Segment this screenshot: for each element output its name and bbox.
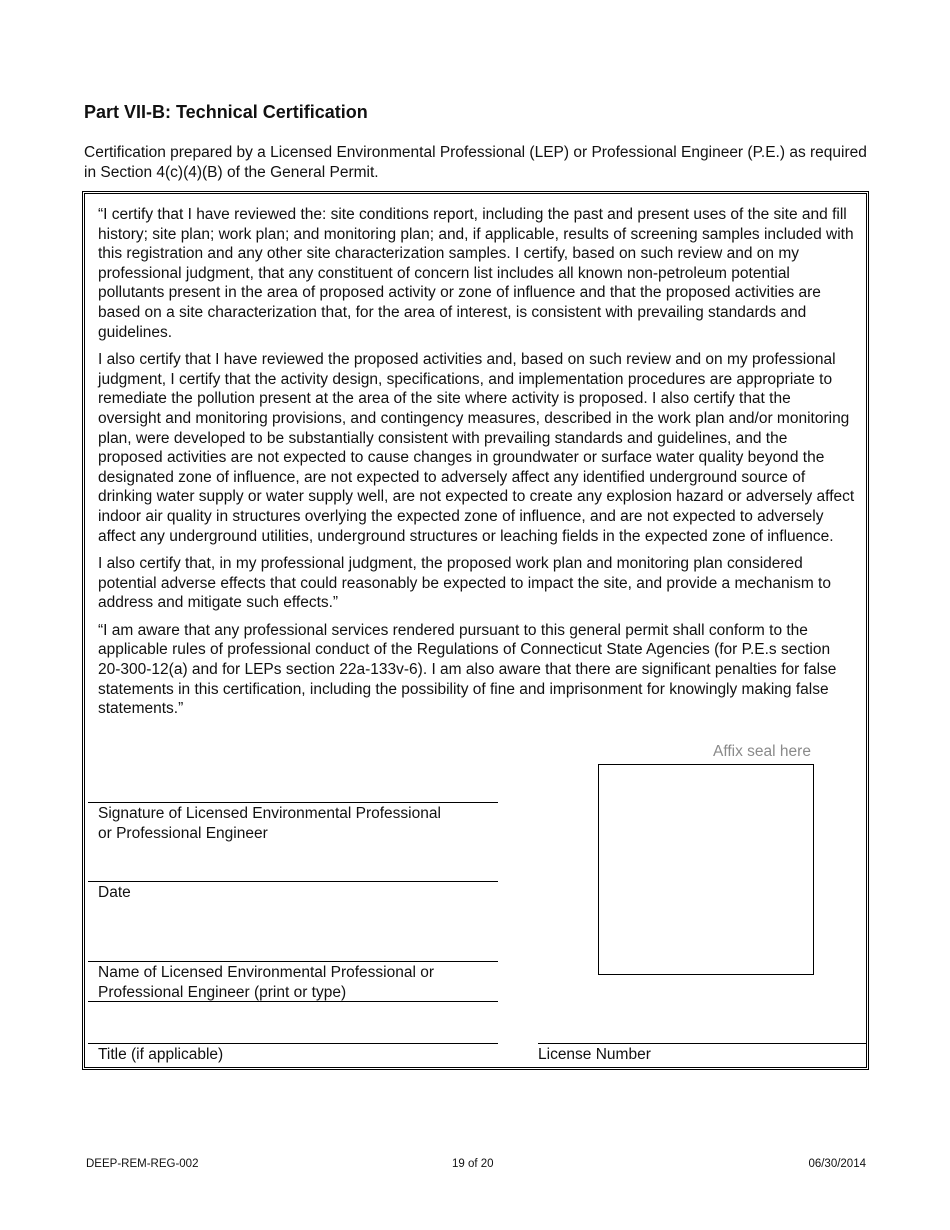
- signature-label: Signature of Licensed Environmental Professional or Professional Engineer: [98, 805, 441, 842]
- certification-statement: [98, 205, 856, 727]
- license-line[interactable]: [538, 1043, 866, 1044]
- name-underline: [88, 1001, 498, 1002]
- footer-form-id: DEEP-REM-REG-002: [86, 1158, 199, 1170]
- name-line[interactable]: [88, 961, 498, 962]
- footer-page-number: 19 of 20: [452, 1158, 494, 1170]
- intro-text: Certification prepared by a Licensed Environmental Professional (LEP) or Professional Engineer (P.E.) as required in Section 4(c)(4)(B) of the General Permit.: [84, 144, 867, 181]
- seal-label: Affix seal here: [713, 743, 811, 760]
- date-label: Date: [98, 884, 131, 901]
- certification-paragraph-2: I also certify that I have reviewed the proposed activities and, based on such review and on my professional judgment, I certify that the activity design, specifications, and implementation procedures are appropriate to remediate the pollution present at the area of the site where activity is proposed. I also certify that the oversight and monitoring provisions, and contingency measures, described in the work plan and/or monitoring plan, were developed to be substantially consistent with prevailing standards and guidelines, and the proposed activities are not expected to cause changes in groundwater or surface water quality beyond the designated zone of influence, are not expected to adversely affect any identified underground source of drinking water supply or water supply well, are not expected to create any explosion hazard or adversely affect indoor air quality in structures overlying the expected zone of influence, and are not expected to adversely affect any underground utilities, underground structures or leaching fields in the expected zone of influence.: [98, 351, 855, 545]
- certification-paragraph-4: “I am aware that any professional services rendered pursuant to this general permit shall conform to the applicable rules of professional conduct of the Regulations of Connecticut State Agencies (for P.E.s section 20-300-12(a) and for LEPs section 22a-133v-6). I am also aware that there are significant penalties for false statements in this certification, including the possibility of fine and imprisonment for knowingly making false statements.”: [98, 621, 837, 718]
- footer-date: 06/30/2014: [808, 1158, 866, 1170]
- section-heading: Part VII-B: Technical Certification: [84, 102, 368, 122]
- title-label: Title (if applicable): [98, 1046, 224, 1063]
- signature-line[interactable]: [88, 802, 498, 803]
- certification-box: [82, 191, 869, 1070]
- date-line[interactable]: [88, 881, 498, 882]
- seal-box: [598, 764, 814, 975]
- title-line[interactable]: [88, 1043, 498, 1044]
- name-label: Name of Licensed Environmental Professional or Professional Engineer (print or type): [98, 964, 435, 1001]
- license-label: License Number: [538, 1046, 651, 1063]
- certification-paragraph-3: I also certify that, in my professional judgment, the proposed work plan and monitoring plan considered potential adverse effects that could reasonably be expected to impact the site, and provide a mechanism to address and mitigate such effects.”: [98, 555, 831, 612]
- certification-paragraph-1: “I certify that I have reviewed the: site conditions report, including the past and present uses of the site and fill history; site plan; work plan; and monitoring plan; and, if applicable, results of screening samples included with this registration and any other site characterization samples. I certify, based on such review and on my professional judgment, that any constituent of concern list includes all known non-petroleum potential pollutants present in the area of proposed activity or zone of influence and that the proposed activities are based on a site characterization that, for the area of interest, is consistent with prevailing standards and guidelines.: [98, 206, 854, 341]
